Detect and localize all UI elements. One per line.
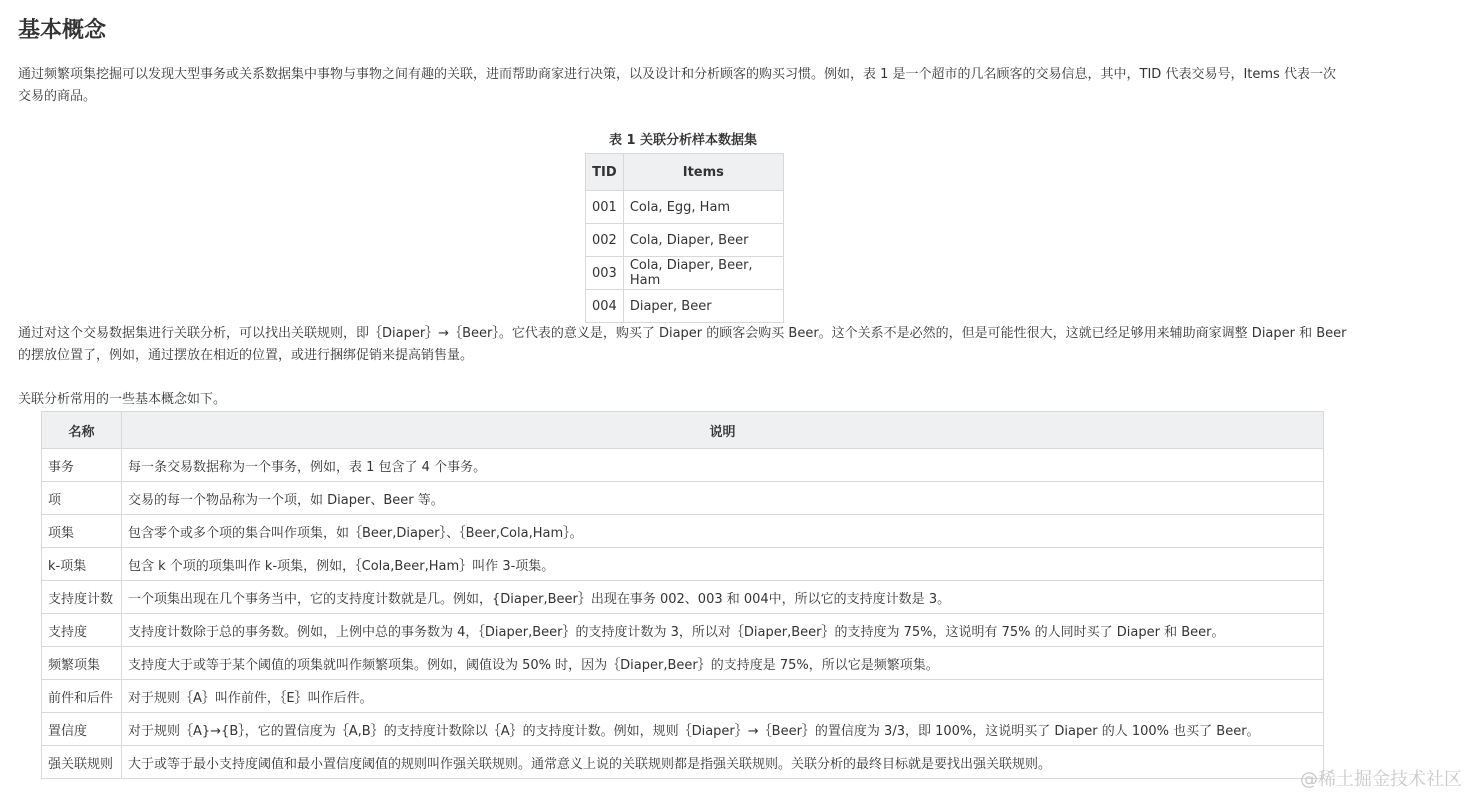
concept-name: 支持度	[42, 614, 122, 647]
intro-paragraph: 通过频繁项集挖掘可以发现大型事务或关系数据集中事物与事物之间有趣的关联，进而帮助商家进行决策，以及设计和分析顾客的购买习惯。例如，表 1 是一个超市的几名顾客的交易信息，其中，TID 代表交易号，Items 代表一次交易的商品。	[18, 67, 1336, 104]
table-row	[42, 713, 1324, 746]
concept-name: 项集	[42, 515, 122, 548]
concept-name: 置信度	[42, 713, 122, 746]
table-header-row	[586, 154, 784, 191]
tid-cell: 003	[586, 257, 624, 290]
header-description: 说明	[122, 412, 1324, 449]
concept-name: 支持度计数	[42, 581, 122, 614]
table-row	[42, 482, 1324, 515]
header-tid: TID	[586, 154, 624, 191]
items-cell: Cola, Egg, Ham	[623, 191, 783, 224]
items-cell: Cola, Diaper, Beer, Ham	[623, 257, 783, 290]
concept-description: 交易的每一个物品称为一个项，如 Diaper、Beer 等。	[122, 482, 1324, 515]
concept-description: 包含零个或多个项的集合叫作项集，如｛Beer,Diaper｝、｛Beer,Cola,Ham｝。	[122, 515, 1324, 548]
table-row	[586, 257, 784, 290]
concept-name: 频繁项集	[42, 647, 122, 680]
concept-name: 强关联规则	[42, 746, 122, 779]
table-row	[586, 290, 784, 323]
analysis-paragraph: 通过对这个交易数据集进行关联分析，可以找出关联规则，即｛Diaper｝→｛Beer｝。它代表的意义是，购买了 Diaper 的顾客会购买 Beer。这个关系不是必然的，但是可能性很大，这就已经足够用来辅助商家调整 Diaper 和 Beer 的摆放位置了，例如，通过摆放在相近的位置，或进行捆绑促销来提高销售量。	[18, 326, 1347, 363]
items-cell: Cola, Diaper, Beer	[623, 224, 783, 257]
concepts-intro: 关联分析常用的一些基本概念如下。	[18, 392, 227, 407]
table-row	[42, 746, 1324, 779]
concept-description: 对于规则｛A}→{B｝，它的置信度为｛A,B｝的支持度计数除以｛A｝的支持度计数。例如，规则｛Diaper｝→｛Beer｝的置信度为 3/3，即 100%，这说明买了 Diaper 的人 100% 也买了 Beer。	[122, 713, 1324, 746]
table-row	[42, 548, 1324, 581]
concept-description: 每一条交易数据称为一个事务，例如，表 1 包含了 4 个事务。	[122, 449, 1324, 482]
tid-cell: 001	[586, 191, 624, 224]
watermark: @稀土掘金技术社区	[1300, 769, 1462, 790]
section-heading: 基本概念	[18, 18, 107, 43]
concept-name: 项	[42, 482, 122, 515]
table-header-row	[42, 412, 1324, 449]
header-items: Items	[623, 154, 783, 191]
concept-name: 前件和后件	[42, 680, 122, 713]
concept-name: k-项集	[42, 548, 122, 581]
concept-description: 包含 k 个项的项集叫作 k-项集，例如，｛Cola,Beer,Ham｝叫作 3-项集。	[122, 548, 1324, 581]
tid-cell: 002	[586, 224, 624, 257]
concept-description: 对于规则｛A｝叫作前件，｛E｝叫作后件。	[122, 680, 1324, 713]
table-row	[42, 581, 1324, 614]
header-name: 名称	[42, 412, 122, 449]
table-row	[586, 224, 784, 257]
concept-description: 一个项集出现在几个事务当中，它的支持度计数就是几。例如，{Diaper,Beer｝出现在事务 002、003 和 004中，所以它的支持度计数是 3。	[122, 581, 1324, 614]
table-row	[42, 515, 1324, 548]
table1-caption: 表 1 关联分析样本数据集	[608, 133, 758, 148]
table-row	[42, 680, 1324, 713]
sample-dataset-table	[585, 153, 784, 323]
concept-description: 支持度大于或等于某个阈值的项集就叫作频繁项集。例如，阈值设为 50% 时，因为｛Diaper,Beer｝的支持度是 75%，所以它是频繁项集。	[122, 647, 1324, 680]
table-row	[42, 614, 1324, 647]
items-cell: Diaper, Beer	[623, 290, 783, 323]
concept-description: 大于或等于最小支持度阈值和最小置信度阈值的规则叫作强关联规则。通常意义上说的关联规则都是指强关联规则。关联分析的最终目标就是要找出强关联规则。	[122, 746, 1324, 779]
table-row	[42, 647, 1324, 680]
tid-cell: 004	[586, 290, 624, 323]
table-row	[42, 449, 1324, 482]
concepts-table	[41, 411, 1324, 779]
concept-name: 事务	[42, 449, 122, 482]
table-row	[586, 191, 784, 224]
concept-description: 支持度计数除于总的事务数。例如，上例中总的事务数为 4，｛Diaper,Beer｝的支持度计数为 3，所以对｛Diaper,Beer｝的支持度为 75%，这说明有 75% 的人同时买了 Diaper 和 Beer。	[122, 614, 1324, 647]
